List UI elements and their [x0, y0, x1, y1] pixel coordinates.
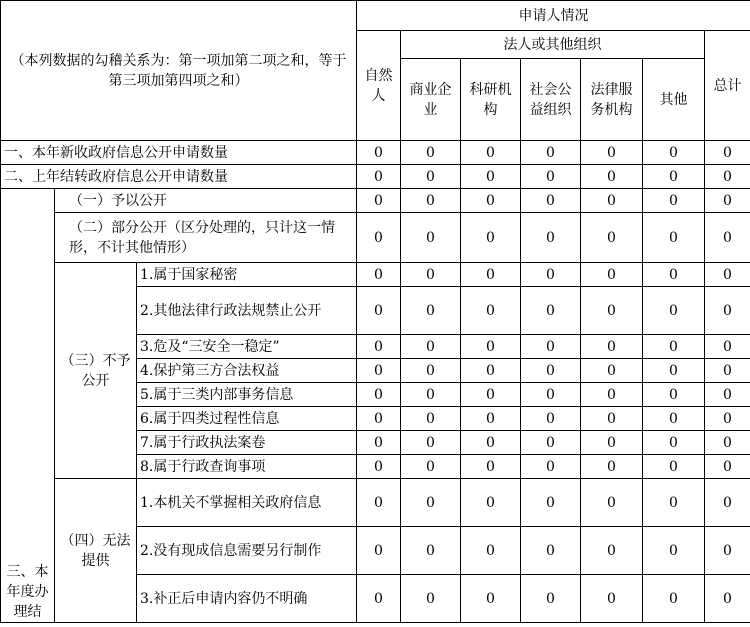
cell-value: 0 [521, 263, 581, 287]
cell-value: 0 [581, 575, 643, 623]
cell-value: 0 [357, 407, 401, 431]
cell-value: 0 [643, 165, 705, 189]
cell-value: 0 [521, 527, 581, 575]
cell-value: 0 [521, 213, 581, 263]
header-col-research: 科研机构 [461, 59, 521, 141]
cell-value: 0 [643, 431, 705, 455]
header-note: （本列数据的勾稽关系为：第一项加第二项之和，等于第三项加第四项之和） [1, 1, 357, 141]
cell-value: 0 [581, 431, 643, 455]
cell-value: 0 [643, 359, 705, 383]
section-3-label: 三、本年度办理结 [1, 189, 55, 623]
cell-value: 0 [521, 479, 581, 527]
cell-value: 0 [461, 359, 521, 383]
cell-value: 0 [521, 335, 581, 359]
row-label: 二、上年结转政府信息公开申请数量 [1, 165, 357, 189]
cell-value: 0 [357, 431, 401, 455]
cell-value: 0 [357, 335, 401, 359]
row-label: 1.属于国家秘密 [137, 263, 357, 287]
cell-value: 0 [401, 479, 461, 527]
cell-value: 0 [521, 287, 581, 335]
cell-value: 0 [643, 189, 705, 213]
cell-value: 0 [357, 213, 401, 263]
cell-value: 0 [461, 431, 521, 455]
cell-value: 0 [705, 383, 750, 407]
row-label: 6.属于四类过程性信息 [137, 407, 357, 431]
cell-value: 0 [401, 431, 461, 455]
cell-value: 0 [643, 575, 705, 623]
cell-value: 0 [643, 527, 705, 575]
row-label: 1.本机关不掌握相关政府信息 [137, 479, 357, 527]
group-3d-label: （四）无法提供 [55, 479, 137, 623]
header-col-public-welfare: 社会公益组织 [521, 59, 581, 141]
cell-value: 0 [581, 359, 643, 383]
table-row [1, 263, 750, 287]
row-label: 2.其他法律行政法规禁止公开 [137, 287, 357, 335]
cell-value: 0 [401, 213, 461, 263]
cell-value: 0 [521, 189, 581, 213]
cell-value: 0 [581, 455, 643, 479]
cell-value: 0 [357, 479, 401, 527]
cell-value: 0 [705, 407, 750, 431]
cell-value: 0 [581, 189, 643, 213]
cell-value: 0 [581, 213, 643, 263]
cell-value: 0 [705, 527, 750, 575]
cell-value: 0 [461, 575, 521, 623]
cell-value: 0 [357, 141, 401, 165]
cell-value: 0 [521, 407, 581, 431]
cell-value: 0 [521, 165, 581, 189]
cell-value: 0 [401, 527, 461, 575]
cell-value: 0 [461, 263, 521, 287]
cell-value: 0 [705, 575, 750, 623]
cell-value: 0 [401, 189, 461, 213]
cell-value: 0 [581, 263, 643, 287]
table-row [1, 141, 750, 165]
cell-value: 0 [461, 189, 521, 213]
cell-value: 0 [581, 165, 643, 189]
cell-value: 0 [521, 455, 581, 479]
cell-value: 0 [705, 189, 750, 213]
cell-value: 0 [705, 359, 750, 383]
cell-value: 0 [643, 407, 705, 431]
cell-value: 0 [705, 455, 750, 479]
cell-value: 0 [643, 263, 705, 287]
cell-value: 0 [643, 479, 705, 527]
table-row [1, 213, 750, 263]
cell-value: 0 [461, 479, 521, 527]
cell-value: 0 [705, 335, 750, 359]
cell-value: 0 [643, 213, 705, 263]
row-label: （二）部分公开（区分处理的，只计这一情形，不计其他情形） [55, 213, 357, 263]
cell-value: 0 [581, 407, 643, 431]
cell-value: 0 [401, 575, 461, 623]
cell-value: 0 [461, 407, 521, 431]
cell-value: 0 [461, 165, 521, 189]
group-3c-label: （三）不予公开 [55, 263, 137, 479]
cell-value: 0 [643, 335, 705, 359]
cell-value: 0 [357, 287, 401, 335]
header-col-business: 商业企业 [401, 59, 461, 141]
cell-value: 0 [521, 575, 581, 623]
cell-value: 0 [521, 359, 581, 383]
row-label: 5.属于三类内部事务信息 [137, 383, 357, 407]
header-legal-entity: 法人或其他组织 [401, 31, 705, 59]
cell-value: 0 [461, 455, 521, 479]
cell-value: 0 [705, 263, 750, 287]
cell-value: 0 [643, 287, 705, 335]
cell-value: 0 [401, 287, 461, 335]
cell-value: 0 [461, 141, 521, 165]
cell-value: 0 [401, 455, 461, 479]
header-total: 总计 [705, 31, 750, 141]
cell-value: 0 [581, 141, 643, 165]
cell-value: 0 [581, 527, 643, 575]
cell-value: 0 [643, 455, 705, 479]
cell-value: 0 [705, 141, 750, 165]
header-col-other: 其他 [643, 59, 705, 141]
cell-value: 0 [643, 383, 705, 407]
header-natural-person: 自然人 [357, 31, 401, 141]
row-label: （一）予以公开 [55, 189, 357, 213]
cell-value: 0 [401, 165, 461, 189]
cell-value: 0 [461, 335, 521, 359]
cell-value: 0 [401, 335, 461, 359]
cell-value: 0 [705, 165, 750, 189]
cell-value: 0 [521, 141, 581, 165]
cell-value: 0 [357, 455, 401, 479]
cell-value: 0 [521, 431, 581, 455]
cell-value: 0 [401, 383, 461, 407]
cell-value: 0 [643, 141, 705, 165]
cell-value: 0 [705, 213, 750, 263]
cell-value: 0 [705, 479, 750, 527]
cell-value: 0 [461, 383, 521, 407]
row-label: 4.保护第三方合法权益 [137, 359, 357, 383]
cell-value: 0 [357, 383, 401, 407]
cell-value: 0 [357, 263, 401, 287]
cell-value: 0 [401, 359, 461, 383]
cell-value: 0 [705, 431, 750, 455]
header-applicant: 申请人情况 [357, 1, 750, 31]
cell-value: 0 [357, 527, 401, 575]
cell-value: 0 [581, 335, 643, 359]
row-label: 7.属于行政执法案卷 [137, 431, 357, 455]
table-row [1, 479, 750, 527]
cell-value: 0 [705, 287, 750, 335]
row-label: 8.属于行政查询事项 [137, 455, 357, 479]
cell-value: 0 [581, 287, 643, 335]
cell-value: 0 [357, 359, 401, 383]
row-label: 3.补正后申请内容仍不明确 [137, 575, 357, 623]
cell-value: 0 [401, 263, 461, 287]
cell-value: 0 [401, 141, 461, 165]
table-row [1, 189, 750, 213]
cell-value: 0 [461, 287, 521, 335]
cell-value: 0 [581, 383, 643, 407]
table-row [1, 165, 750, 189]
row-label: 3.危及“三安全一稳定” [137, 335, 357, 359]
row-label: 2.没有现成信息需要另行制作 [137, 527, 357, 575]
cell-value: 0 [401, 407, 461, 431]
cell-value: 0 [357, 189, 401, 213]
cell-value: 0 [461, 527, 521, 575]
cell-value: 0 [357, 165, 401, 189]
cell-value: 0 [357, 575, 401, 623]
row-label: 一、本年新收政府信息公开申请数量 [1, 141, 357, 165]
header-col-legal-service: 法律服务机构 [581, 59, 643, 141]
cell-value: 0 [521, 383, 581, 407]
cell-value: 0 [581, 479, 643, 527]
cell-value: 0 [461, 213, 521, 263]
